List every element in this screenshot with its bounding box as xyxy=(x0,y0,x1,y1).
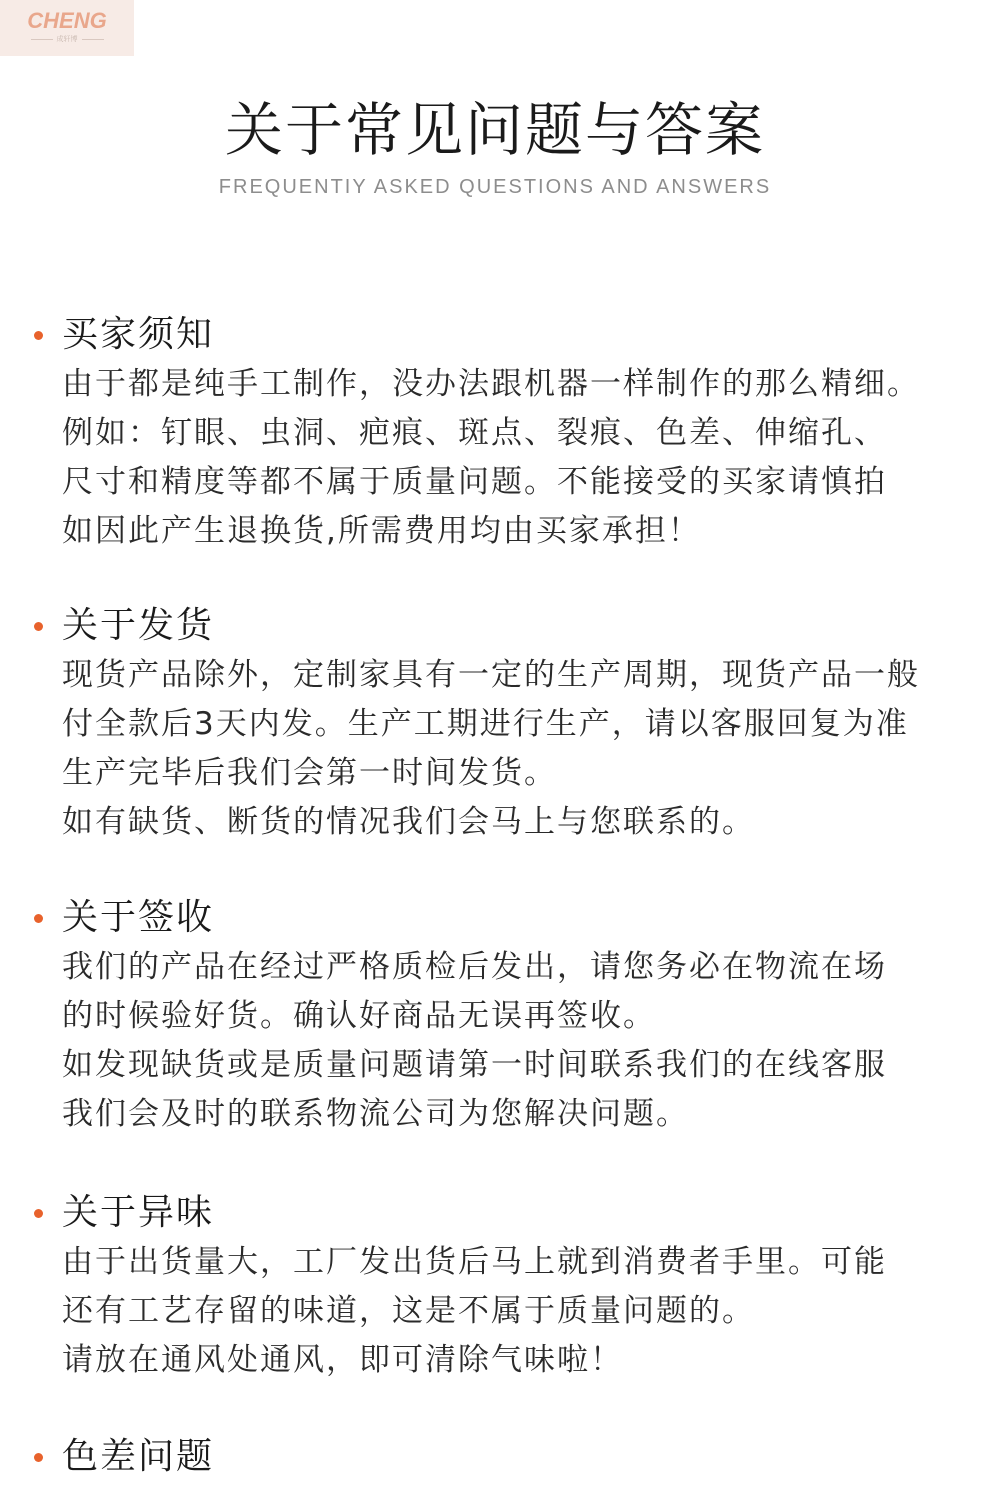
faq-line: 付全款后3天内发。生产工期进行生产，请以客服回复为准 xyxy=(62,706,909,742)
faq-line: 由于都是纯手工制作，没办法跟机器一样制作的那么精细。 xyxy=(62,366,920,402)
bullet-dot-icon xyxy=(34,914,43,923)
faq-heading-text: 关于签收 xyxy=(62,897,215,938)
bullet-dot-icon xyxy=(34,622,43,631)
faq-heading xyxy=(0,893,990,943)
faq-heading-text: 买家须知 xyxy=(62,314,215,355)
faq-line: 生产完毕后我们会第一时间发货。 xyxy=(62,755,557,791)
faq-heading-text: 关于异味 xyxy=(62,1192,215,1233)
faq-section-buyer-notice xyxy=(0,310,990,556)
faq-heading xyxy=(0,1432,990,1482)
faq-line: 例如：钉眼、虫洞、疤痕、斑点、裂痕、色差、伸缩孔、 xyxy=(62,415,887,451)
faq-line: 如发现缺货或是质量问题请第一时间联系我们的在线客服 xyxy=(62,1047,887,1083)
faq-line: 请放在通风处通风，即可清除气味啦！ xyxy=(62,1342,623,1378)
faq-line: 的时候验好货。确认好商品无误再签收。 xyxy=(62,998,656,1034)
faq-section-odor xyxy=(0,1188,990,1385)
faq-line: 如有缺货、断货的情况我们会马上与您联系的。 xyxy=(62,804,755,840)
faq-section-color-difference xyxy=(0,1432,990,1482)
bullet-dot-icon xyxy=(34,331,43,340)
faq-section-shipping xyxy=(0,601,990,847)
logo-subtext: 成轩博 xyxy=(0,34,134,44)
bullet-dot-icon xyxy=(34,1453,43,1462)
logo-text: CHENG xyxy=(27,8,107,33)
faq-heading xyxy=(0,601,990,651)
faq-heading-text: 关于发货 xyxy=(62,605,215,646)
page-title: 关于常见问题与答案 xyxy=(224,96,765,164)
faq-line: 由于出货量大，工厂发出货后马上就到消费者手里。可能 xyxy=(62,1244,887,1280)
faq-line: 现货产品除外，定制家具有一定的生产周期，现货产品一般 xyxy=(62,657,920,693)
faq-heading xyxy=(0,1188,990,1238)
faq-heading xyxy=(0,310,990,360)
faq-line: 还有工艺存留的味道，这是不属于质量问题的。 xyxy=(62,1293,755,1329)
faq-line: 我们会及时的联系物流公司为您解决问题。 xyxy=(62,1096,689,1132)
page-subtitle: FREQUENTIY ASKED QUESTIONS AND ANSWERS xyxy=(218,176,772,198)
bullet-dot-icon xyxy=(34,1209,43,1218)
faq-line: 尺寸和精度等都不属于质量问题。不能接受的买家请慎拍 xyxy=(62,464,887,500)
faq-line: 我们的产品在经过严格质检后发出，请您务必在物流在场 xyxy=(62,949,887,985)
brand-logo xyxy=(0,0,134,56)
faq-heading-text: 色差问题 xyxy=(62,1436,215,1477)
faq-line: 如因此产生退换货,所需费用均由买家承担！ xyxy=(62,513,701,549)
faq-section-receipt xyxy=(0,893,990,1139)
